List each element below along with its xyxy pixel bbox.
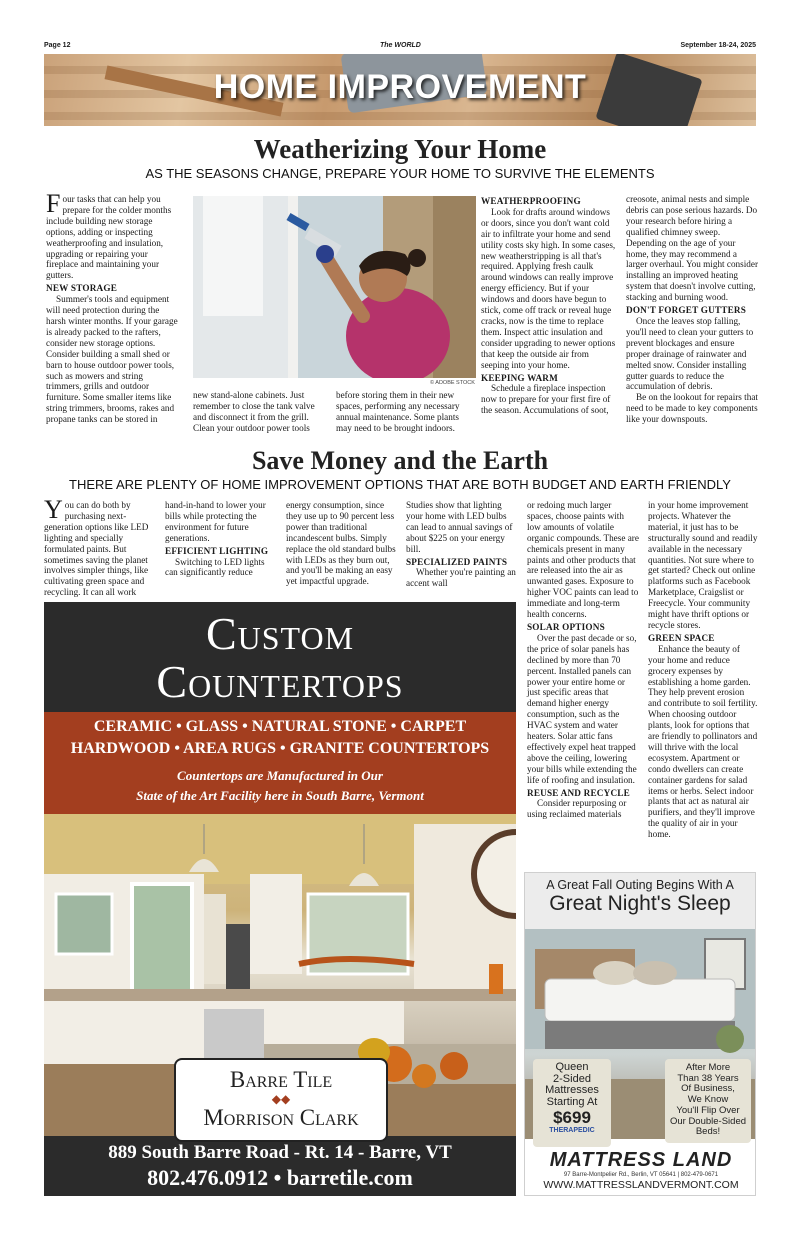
issue-date: September 18-24, 2025	[680, 42, 756, 49]
article2-deck: THERE ARE PLENTY OF HOME IMPROVEMENT OPTIONS THAT ARE BOTH BUDGET AND EARTH FRIENDLY	[69, 477, 731, 492]
page-number: Page 12	[44, 42, 71, 49]
article1-deck: AS THE SEASONS CHANGE, PREPARE YOUR HOME TO SURVIVE THE ELEMENTS	[145, 166, 655, 181]
drop-cap: F	[46, 189, 61, 218]
article1-headline: Weatherizing Your Home	[253, 134, 547, 164]
section-banner	[44, 54, 756, 126]
subhead: REUSE AND RECYCLE	[527, 787, 630, 798]
caulking-photo	[193, 196, 476, 378]
subhead: KEEPING WARM	[481, 372, 559, 383]
article2-headline: Save Money and the Earth	[251, 446, 549, 475]
paper-name: The WORLD	[380, 42, 421, 49]
offer-box: Queen 2-Sided Mattresses Starting At $699 THERAPEDIC	[533, 1059, 611, 1147]
price: $699	[553, 1108, 591, 1127]
ad-title: Custom Countertops	[156, 608, 404, 707]
article2-col3: energy consumption, since they use up to 90 percent less power than traditional incandescent bulbs. Simply replace the old standard bulbs with LEDs as they burn out, and you'll be making an easy yet impactful upgrade.	[286, 500, 396, 587]
mattress-land-logo: MATTRESS LAND 97 Barre-Montpelier Rd., Berlin, VT 05641 | 802-479-0671 WWW.MATTRESSLANDVERMONT.COM	[533, 1149, 749, 1192]
subhead: GREEN SPACE	[648, 632, 715, 643]
phone-and-website[interactable]: 802.476.0912 • barretile.com	[147, 1165, 413, 1190]
article2-col1: You can do both by purchasing next-generation options like LED lighting and specially formulated paints. But sometimes saving the planet involves simpler things, like cultivating green space and recycling. It can all work	[44, 495, 149, 598]
article1-col4: WEATHERPROOFING Look for drafts around windows or doors, since you don't want cold air to infiltrate your home and send utility costs sky high. In some cases, new weatherstripping is all that's required. Applying fresh caulk around windows can really improve energy efficiency. But if your windows and doors have begun to stick, come off track or reveal huge cracks, now is the time to replace them. Inspect attic insulation and consider upgrading to newer options that keep the outside air from seeping into your home. KEEPING WARM Schedule a fireplace inspection now to prepare for your first fire of the season. Accumulations of soot,	[481, 196, 616, 416]
brand-logo: THERAPEDIC	[549, 1127, 595, 1134]
barre-tile-logo: Barre Tile ◆◆ Morrison Clark	[174, 1058, 388, 1142]
section-title: HOME IMPROVEMENT	[213, 68, 587, 106]
article1-col5: creosote, animal nests and simple debris can pose serious hazards. Do your research before hiring a qualified chimney sweep. Depending on the age of your home, they may recommend a larger overhaul. You might consider installing an improved heating system that doesn't involve cutting, stacking and burning wood. DON'T FORGET GUTTERS Once the leaves stop falling, you'll need to clean your gutters to prevent blockages and ensure proper drainage of rainwater and melted snow. Consider installing gutter guards to reduce the accumulation of debris. Be on the lookout for repairs that need to be made to key components like your downspouts.	[626, 194, 759, 425]
article2-col6: in your home improvement projects. Whatever the material, it just has to be structurally sound and readily available in the necessary quantities. Not sure where to get started? Check out online platforms such as Facebook Marketplace, Craigslist or Freecycle. Your community might have thrift options or recycle stores. GREEN SPACE Enhance the beauty of your home and reduce grocery expenses by establishing a home garden. They help prevent erosion and contribute to soil fertility. When choosing outdoor plants, look for options that are friendly to pollinators and will thrive with the local ecosystem. Apartment or condo dwellers can create container gardens for salad items or herbs. Select indoor plants that act as natural air purifiers, and they'll improve the quality of air in your home.	[648, 500, 758, 840]
subhead: SPECIALIZED PAINTS	[406, 556, 508, 567]
photo-credit: © ADOBE STOCK	[430, 380, 475, 386]
subhead: WEATHERPROOFING	[481, 196, 581, 206]
subhead: DON'T FORGET GUTTERS	[626, 305, 747, 316]
promo-box: After More Than 38 Years Of Business, We Know You'll Flip Over Our Double-Sided Beds!	[665, 1059, 751, 1143]
article2-col4: Studies show that lighting your home with LED bulbs can lead to annual savings of about $225 on your energy bill. SPECIALIZED PAINTS Whether you're painting an accent wall	[406, 500, 518, 589]
diamond-icon: ◆◆	[271, 1092, 291, 1106]
subhead: SOLAR OPTIONS	[527, 621, 605, 632]
subhead: EFFICIENT LIGHTING	[165, 545, 269, 556]
materials-band: CERAMIC • GLASS • NATURAL STONE • CARPET HARDWOOD • AREA RUGS • GRANITE COUNTERTOPS Countertops are Manufactured in Our State of the Art Facility here in South Barre, Vermont	[44, 712, 516, 814]
article1-col1: Four tasks that can help you prepare for the colder months include building new storage options, adding or inspecting weatherproofing and insulation, upgrading or repairing your fireplace and maintaining your gutters. NEW STORAGE Summer's tools and equipment will need protection during the harsh winter months. If your garage is already packed to the rafters, consider new storage options. Consider building a small shed or barn to house outdoor power tools, such as mowers and string trimmers, grills and outdoor furniture. Some smaller items like string trimmers, brooms, rakes and propane tanks can be stored in	[46, 194, 180, 425]
article2-col2: hand-in-hand to lower your bills while protecting the environment for future generations. EFFICIENT LIGHTING Switching to LED lights can significantly reduce	[165, 500, 277, 578]
mattress-ad-header: A Great Fall Outing Begins With A Great Night's Sleep	[525, 873, 755, 929]
mattress-website[interactable]: WWW.MATTRESSLANDVERMONT.COM	[543, 1179, 739, 1191]
article2-col5: or redoing much larger spaces, choose paints with low amounts of volatile organic compounds. These are chemicals present in many paints and other products that are released into the air as unwanted gases. Exposure to higher VOC paints can lead to immediate and long-term health concerns. SOLAR OPTIONS Over the past decade or so, the price of solar panels has declined by more than 70 percent. Installed panels can power your entire home or just specific areas that demand higher energy consumption, such as the HVAC system and water heaters. Solar attic fans effectively expel heat trapped above the ceiling, lowering your bills while extending the life of roofing and insulation. REUSE AND RECYCLE Consider repurposing or using reclaimed materials	[527, 500, 639, 820]
countertops-ad[interactable]	[44, 602, 516, 1196]
article1-col2: new stand-alone cabinets. Just remember to close the tank valve and disconnect it from the grill. Clean your outdoor power tools	[193, 390, 315, 433]
mattress-ad[interactable]	[524, 872, 756, 1196]
drop-cap: Y	[44, 495, 63, 524]
article1-col3: before storing them in their new spaces, performing any necessary annual maintenance. Some plants may need to be brought indoors.	[336, 390, 460, 433]
store-address: 889 South Barre Road - Rt. 14 - Barre, VT	[108, 1142, 452, 1163]
subhead: NEW STORAGE	[46, 283, 118, 294]
